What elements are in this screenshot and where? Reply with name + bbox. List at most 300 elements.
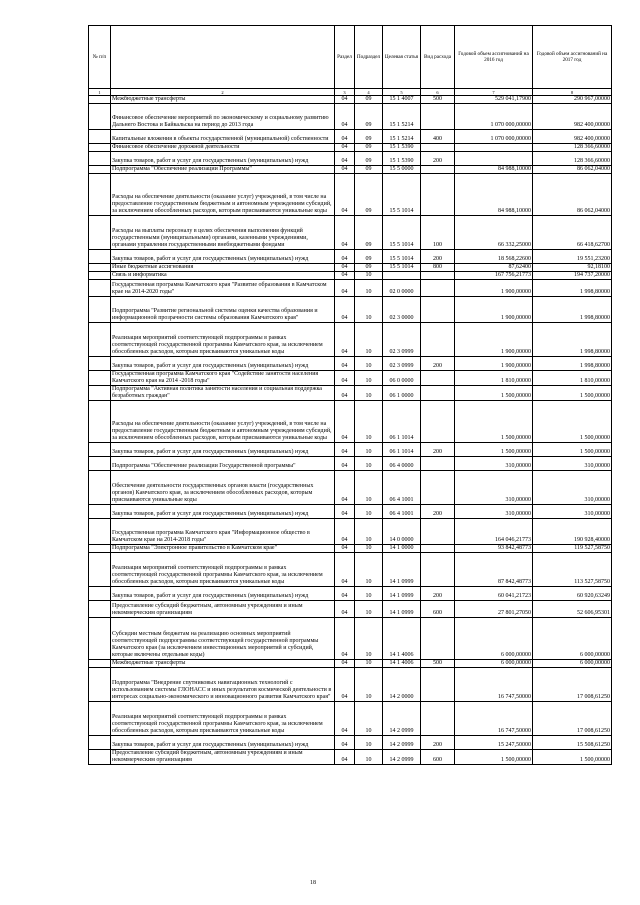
- cell-expense-type: 200: [421, 357, 455, 371]
- cell-podrazdel: 10: [355, 587, 383, 601]
- cell-volume-2016: 310,00000: [455, 505, 533, 519]
- cell-expense-type: [421, 174, 455, 216]
- cell-expense-type: 200: [421, 505, 455, 519]
- table-row: [89, 702, 612, 736]
- cell-razdel: 04: [335, 587, 355, 601]
- cell-target-article: 02 0 0000: [383, 280, 421, 297]
- cell-num: [89, 264, 111, 272]
- table-row: [89, 216, 612, 250]
- header-expense-type: Вид расхода: [421, 26, 455, 89]
- cell-expense-type: 400: [421, 130, 455, 144]
- table-row: [89, 553, 612, 587]
- cell-num: [89, 668, 111, 702]
- cell-name: Подпрограмма "Внедрение спутниковых навигационных технологий с использованием системы ГЛОНАСС и иных результатов космической деятельности в интересах социально-экономического и инновационного развития Камчатского края": [111, 668, 335, 702]
- cell-target-article: 02 3 0999: [383, 323, 421, 357]
- cell-volume-2017: 52 606,95301: [533, 601, 612, 618]
- cell-volume-2016: 1 500,00000: [455, 750, 533, 765]
- cell-target-article: 06 1 0000: [383, 386, 421, 401]
- cell-podrazdel: 10: [355, 505, 383, 519]
- cell-num: [89, 104, 111, 130]
- table-row: [89, 386, 612, 401]
- table-row: [89, 323, 612, 357]
- cell-target-article: 14 0 0000: [383, 519, 421, 545]
- cell-podrazdel: 09: [355, 264, 383, 272]
- cell-podrazdel: 10: [355, 601, 383, 618]
- cell-volume-2016: 93 842,48773: [455, 545, 533, 553]
- cell-razdel: 04: [335, 505, 355, 519]
- cell-razdel: 04: [335, 297, 355, 323]
- table-row: [89, 443, 612, 457]
- cell-num: [89, 357, 111, 371]
- cell-razdel: 04: [335, 750, 355, 765]
- cell-target-article: 14 2 0000: [383, 668, 421, 702]
- cell-num: [89, 166, 111, 174]
- cell-num: [89, 587, 111, 601]
- cell-name: Подпрограмма "Обеспечение реализации Программы": [111, 166, 335, 174]
- cell-volume-2017: 1 998,80000: [533, 357, 612, 371]
- table-row: [89, 152, 612, 166]
- table-row: [89, 250, 612, 264]
- cell-expense-type: [421, 280, 455, 297]
- cell-volume-2016: 16 747,50000: [455, 702, 533, 736]
- cell-razdel: 04: [335, 144, 355, 152]
- cell-razdel: 04: [335, 323, 355, 357]
- cell-num: [89, 130, 111, 144]
- cell-razdel: 04: [335, 272, 355, 280]
- table-row: [89, 471, 612, 505]
- cell-volume-2017: 17 008,61250: [533, 702, 612, 736]
- cell-target-article: 15 5 1014: [383, 250, 421, 264]
- cell-volume-2016: 84 988,10000: [455, 174, 533, 216]
- cell-volume-2017: 310,00000: [533, 471, 612, 505]
- cell-volume-2016: 15 247,50000: [455, 736, 533, 750]
- cell-num: [89, 152, 111, 166]
- cell-name: Межбюджетные трансферты: [111, 660, 335, 668]
- table-row: [89, 166, 612, 174]
- cell-podrazdel: 10: [355, 660, 383, 668]
- cell-name: Подпрограмма "Электронное правительство в Камчатском крае": [111, 545, 335, 553]
- cell-num: [89, 545, 111, 553]
- cell-volume-2016: 87 842,48773: [455, 553, 533, 587]
- cell-expense-type: 200: [421, 587, 455, 601]
- cell-num: [89, 216, 111, 250]
- cell-volume-2017: 17 008,61250: [533, 668, 612, 702]
- cell-volume-2017: 190 928,40000: [533, 519, 612, 545]
- table-row: [89, 297, 612, 323]
- cell-razdel: 04: [335, 280, 355, 297]
- cell-razdel: 04: [335, 152, 355, 166]
- table-row: [89, 96, 612, 104]
- cell-volume-2016: 1 500,00000: [455, 443, 533, 457]
- table-row: [89, 174, 612, 216]
- table-row: [89, 357, 612, 371]
- table-row: [89, 736, 612, 750]
- cell-volume-2016: 66 332,25000: [455, 216, 533, 250]
- cell-expense-type: 500: [421, 96, 455, 104]
- cell-num: [89, 272, 111, 280]
- cell-target-article: 06 0 0000: [383, 371, 421, 386]
- cell-name: Закупка товаров, работ и услуг для государственных (муниципальных) нужд: [111, 357, 335, 371]
- cell-name: Расходы на обеспечение деятельности (оказание услуг) учреждений, в том числе на предоставление государственным бюджетным и автономным учреждениям субсидий, за исключением обособленных расходов, которым присваиваются уникальные коды: [111, 401, 335, 443]
- header-volume-2017: Годовой объем ассигнований на 2017 год: [533, 26, 612, 89]
- cell-razdel: 04: [335, 601, 355, 618]
- cell-volume-2017: 6 000,00000: [533, 660, 612, 668]
- cell-expense-type: 600: [421, 601, 455, 618]
- cell-expense-type: [421, 386, 455, 401]
- column-number-row: [89, 89, 612, 96]
- table-row: [89, 750, 612, 765]
- cell-volume-2016: 1 900,00000: [455, 357, 533, 371]
- cell-volume-2017: 92,18100: [533, 264, 612, 272]
- cell-razdel: 04: [335, 457, 355, 471]
- cell-num: [89, 401, 111, 443]
- cell-razdel: 04: [335, 216, 355, 250]
- cell-podrazdel: 10: [355, 545, 383, 553]
- table-row: [89, 545, 612, 553]
- cell-volume-2017: 1 500,00000: [533, 443, 612, 457]
- cell-target-article: 14 1 4006: [383, 618, 421, 660]
- cell-expense-type: [421, 166, 455, 174]
- cell-target-article: 14 2 0999: [383, 750, 421, 765]
- cell-expense-type: [421, 702, 455, 736]
- budget-table: [88, 25, 612, 765]
- cell-volume-2017: 19 551,23200: [533, 250, 612, 264]
- cell-expense-type: [421, 668, 455, 702]
- cell-podrazdel: 09: [355, 250, 383, 264]
- cell-name: Реализация мероприятий соответствующей подпрограммы в рамках соответствующей государственной программы Камчатского края, за исключением обособленных расходов, которым присваиваются уникальные коды: [111, 553, 335, 587]
- cell-podrazdel: 10: [355, 702, 383, 736]
- cell-razdel: 04: [335, 443, 355, 457]
- cell-podrazdel: 10: [355, 618, 383, 660]
- cell-volume-2016: 1 500,00000: [455, 401, 533, 443]
- cell-podrazdel: 10: [355, 280, 383, 297]
- cell-volume-2017: 119 527,58750: [533, 545, 612, 553]
- cell-num: [89, 457, 111, 471]
- cell-target-article: 15 1 5214: [383, 130, 421, 144]
- cell-target-article: 14 2 0999: [383, 702, 421, 736]
- cell-name: Государственная программа Камчатского края "Содействие занятости населения Камчатского края на 2014 -2018 годы": [111, 371, 335, 386]
- cell-volume-2017: 1 500,00000: [533, 386, 612, 401]
- cell-target-article: 02 3 0999: [383, 357, 421, 371]
- cell-expense-type: [421, 323, 455, 357]
- table-row: [89, 457, 612, 471]
- cell-num: [89, 371, 111, 386]
- cell-volume-2016: 529 041,17900: [455, 96, 533, 104]
- cell-razdel: 04: [335, 357, 355, 371]
- cell-volume-2016: 1 900,00000: [455, 280, 533, 297]
- cell-name: Капитальные вложения в объекты государственной (муниципальной) собственности: [111, 130, 335, 144]
- cell-volume-2017: 1 810,00000: [533, 371, 612, 386]
- cell-expense-type: [421, 272, 455, 280]
- cell-num: [89, 601, 111, 618]
- cell-expense-type: 500: [421, 660, 455, 668]
- cell-name: Закупка товаров, работ и услуг для государственных (муниципальных) нужд: [111, 152, 335, 166]
- cell-volume-2017: 1 500,00000: [533, 401, 612, 443]
- cell-target-article: 06 4 0000: [383, 457, 421, 471]
- column-number: 1: [89, 89, 111, 96]
- cell-target-article: 14 1 0999: [383, 587, 421, 601]
- cell-num: [89, 519, 111, 545]
- cell-podrazdel: 10: [355, 471, 383, 505]
- cell-podrazdel: 09: [355, 166, 383, 174]
- cell-expense-type: [421, 144, 455, 152]
- cell-expense-type: [421, 457, 455, 471]
- cell-target-article: 02 3 0000: [383, 297, 421, 323]
- cell-podrazdel: 10: [355, 457, 383, 471]
- cell-podrazdel: 09: [355, 104, 383, 130]
- cell-num: [89, 386, 111, 401]
- cell-name: Межбюджетные трансферты: [111, 96, 335, 104]
- cell-podrazdel: 09: [355, 152, 383, 166]
- cell-expense-type: [421, 519, 455, 545]
- header-razdel: Раздел: [335, 26, 355, 89]
- cell-name: Подпрограмма "Развитие региональной системы оценки качества образования и информационной прозрачности системы образования Камчатского края": [111, 297, 335, 323]
- cell-name: Закупка товаров, работ и услуг для государственных (муниципальных) нужд: [111, 250, 335, 264]
- cell-razdel: 04: [335, 264, 355, 272]
- cell-volume-2017: 86 062,04000: [533, 166, 612, 174]
- cell-num: [89, 144, 111, 152]
- cell-target-article: 14 1 4006: [383, 660, 421, 668]
- cell-volume-2017: 1 998,80000: [533, 280, 612, 297]
- cell-volume-2017: 1 998,80000: [533, 297, 612, 323]
- cell-volume-2016: 1 900,00000: [455, 323, 533, 357]
- cell-target-article: 06 4 1001: [383, 505, 421, 519]
- budget-table-container: [88, 25, 611, 765]
- cell-razdel: 04: [335, 130, 355, 144]
- table-row: [89, 130, 612, 144]
- cell-podrazdel: 10: [355, 519, 383, 545]
- cell-volume-2016: 1 070 000,00000: [455, 130, 533, 144]
- cell-razdel: 04: [335, 386, 355, 401]
- cell-podrazdel: 10: [355, 668, 383, 702]
- table-header-row: [89, 26, 612, 89]
- cell-podrazdel: 10: [355, 386, 383, 401]
- cell-podrazdel: 10: [355, 371, 383, 386]
- column-number: 5: [383, 89, 421, 96]
- column-number: 4: [355, 89, 383, 96]
- cell-num: [89, 280, 111, 297]
- header-target-article: Целевая статья: [383, 26, 421, 89]
- cell-num: [89, 174, 111, 216]
- cell-target-article: 06 1 1014: [383, 443, 421, 457]
- cell-target-article: 15 5 1014: [383, 174, 421, 216]
- table-row: [89, 272, 612, 280]
- cell-num: [89, 553, 111, 587]
- cell-target-article: 15 1 5390: [383, 152, 421, 166]
- cell-expense-type: [421, 618, 455, 660]
- table-row: [89, 660, 612, 668]
- cell-volume-2017: 1 998,80000: [533, 323, 612, 357]
- cell-name: Субсидии местным бюджетам на реализацию основных мероприятий соответствующей подпрограммы соответствующей государственной программы Камчатского края (за исключением инвестиционных мероприятий и субсидий, которые включены отдельные коды): [111, 618, 335, 660]
- cell-name: Закупка товаров, работ и услуг для государственных (муниципальных) нужд: [111, 443, 335, 457]
- cell-volume-2017: 113 527,58750: [533, 553, 612, 587]
- column-number: 7: [455, 89, 533, 96]
- cell-podrazdel: 10: [355, 401, 383, 443]
- cell-razdel: 04: [335, 736, 355, 750]
- cell-num: [89, 250, 111, 264]
- table-row: [89, 144, 612, 152]
- cell-razdel: 04: [335, 174, 355, 216]
- cell-volume-2017: 86 062,04000: [533, 174, 612, 216]
- table-row: [89, 618, 612, 660]
- cell-razdel: 04: [335, 702, 355, 736]
- cell-volume-2016: 60 041,21723: [455, 587, 533, 601]
- cell-expense-type: 200: [421, 736, 455, 750]
- header-num: № п/п: [89, 26, 111, 89]
- cell-num: [89, 736, 111, 750]
- cell-podrazdel: 10: [355, 357, 383, 371]
- cell-name: Обеспечение деятельности государственных органов власти (государственных органов) Камчатского края, за исключением обособленных расходов, которым присваиваются уникальные коды: [111, 471, 335, 505]
- cell-num: [89, 323, 111, 357]
- cell-target-article: [383, 272, 421, 280]
- cell-expense-type: [421, 104, 455, 130]
- cell-name: Предоставление субсидий бюджетным, автономным учреждениям и иным некоммерческим организациям: [111, 601, 335, 618]
- cell-volume-2017: 194 737,20000: [533, 272, 612, 280]
- cell-target-article: 14 2 0999: [383, 736, 421, 750]
- cell-volume-2017: 6 000,00000: [533, 618, 612, 660]
- cell-expense-type: [421, 471, 455, 505]
- cell-volume-2017: 310,00000: [533, 457, 612, 471]
- column-number: 6: [421, 89, 455, 96]
- cell-volume-2016: 18 568,22600: [455, 250, 533, 264]
- cell-target-article: 15 5 1014: [383, 264, 421, 272]
- cell-volume-2016: 164 046,21773: [455, 519, 533, 545]
- column-number: 8: [533, 89, 612, 96]
- cell-num: [89, 471, 111, 505]
- cell-expense-type: [421, 371, 455, 386]
- cell-razdel: 04: [335, 471, 355, 505]
- cell-razdel: 04: [335, 250, 355, 264]
- cell-razdel: 04: [335, 545, 355, 553]
- cell-volume-2017: 982 400,00000: [533, 130, 612, 144]
- table-row: [89, 505, 612, 519]
- cell-razdel: 04: [335, 668, 355, 702]
- table-row: [89, 280, 612, 297]
- cell-razdel: 04: [335, 104, 355, 130]
- cell-volume-2016: 27 801,27050: [455, 601, 533, 618]
- cell-name: Связь и информатика: [111, 272, 335, 280]
- cell-volume-2017: 128 366,60000: [533, 152, 612, 166]
- table-row: [89, 668, 612, 702]
- cell-expense-type: [421, 553, 455, 587]
- cell-volume-2016: [455, 152, 533, 166]
- cell-name: Расходы на выплаты персоналу в целях обеспечения выполнения функций государственными (муниципальными) органами, казенными учреждениями, органами управления государственными внебюджетными фондами: [111, 216, 335, 250]
- column-number: 2: [111, 89, 335, 96]
- cell-podrazdel: 10: [355, 272, 383, 280]
- cell-volume-2016: 310,00000: [455, 471, 533, 505]
- cell-num: [89, 505, 111, 519]
- cell-num: [89, 618, 111, 660]
- cell-name: Иные бюджетные ассигнования: [111, 264, 335, 272]
- page-number: 18: [310, 880, 316, 886]
- cell-name: Закупка товаров, работ и услуг для государственных (муниципальных) нужд: [111, 505, 335, 519]
- cell-num: [89, 660, 111, 668]
- cell-podrazdel: 10: [355, 297, 383, 323]
- cell-target-article: 15 1 4007: [383, 96, 421, 104]
- cell-volume-2017: 15 508,61250: [533, 736, 612, 750]
- header-volume-2016: Годовой объем ассигнований на 2016 год: [455, 26, 533, 89]
- cell-num: [89, 702, 111, 736]
- cell-razdel: 04: [335, 96, 355, 104]
- cell-podrazdel: 10: [355, 553, 383, 587]
- column-number: 3: [335, 89, 355, 96]
- cell-expense-type: [421, 401, 455, 443]
- cell-num: [89, 297, 111, 323]
- cell-volume-2016: 87,62400: [455, 264, 533, 272]
- cell-razdel: 04: [335, 371, 355, 386]
- cell-name: Финансовое обеспечение мероприятий по экономическому и социальному развитию Дальнего Востока и Байкальска на период до 2013 года: [111, 104, 335, 130]
- cell-razdel: 04: [335, 660, 355, 668]
- cell-podrazdel: 09: [355, 144, 383, 152]
- cell-expense-type: 800: [421, 264, 455, 272]
- table-row: [89, 104, 612, 130]
- cell-razdel: 04: [335, 553, 355, 587]
- cell-podrazdel: 10: [355, 750, 383, 765]
- cell-target-article: 15 5 0000: [383, 166, 421, 174]
- cell-name: Предоставление субсидий бюджетным, автономным учреждениям и иным некоммерческим организациям: [111, 750, 335, 765]
- cell-volume-2017: 66 418,62700: [533, 216, 612, 250]
- cell-expense-type: 600: [421, 750, 455, 765]
- cell-expense-type: [421, 297, 455, 323]
- cell-volume-2017: 60 920,63249: [533, 587, 612, 601]
- cell-name: Закупка товаров, работ и услуг для государственных (муниципальных) нужд: [111, 736, 335, 750]
- table-row: [89, 371, 612, 386]
- cell-target-article: 14 1 0999: [383, 601, 421, 618]
- cell-volume-2017: 128 366,60000: [533, 144, 612, 152]
- cell-podrazdel: 09: [355, 130, 383, 144]
- cell-target-article: 06 4 1001: [383, 471, 421, 505]
- cell-volume-2017: 310,00000: [533, 505, 612, 519]
- cell-expense-type: 100: [421, 216, 455, 250]
- cell-volume-2016: 1 070 000,00000: [455, 104, 533, 130]
- cell-razdel: 04: [335, 618, 355, 660]
- cell-expense-type: 200: [421, 152, 455, 166]
- cell-target-article: 06 1 1014: [383, 401, 421, 443]
- cell-target-article: 14 1 0999: [383, 553, 421, 587]
- cell-volume-2016: 16 747,50000: [455, 668, 533, 702]
- cell-volume-2016: 1 810,00000: [455, 371, 533, 386]
- cell-name: Финансовое обеспечение дорожной деятельности: [111, 144, 335, 152]
- cell-expense-type: 200: [421, 443, 455, 457]
- cell-target-article: 14 1 0000: [383, 545, 421, 553]
- cell-num: [89, 96, 111, 104]
- cell-name: Закупка товаров, работ и услуг для государственных (муниципальных) нужд: [111, 587, 335, 601]
- cell-volume-2017: 290 967,00000: [533, 96, 612, 104]
- header-podrazdel: Подраздел: [355, 26, 383, 89]
- cell-expense-type: 200: [421, 250, 455, 264]
- table-row: [89, 264, 612, 272]
- cell-volume-2017: 982 400,00000: [533, 104, 612, 130]
- cell-podrazdel: 10: [355, 736, 383, 750]
- cell-name: Подпрограмма "Обеспечение реализации Государственной программы": [111, 457, 335, 471]
- cell-volume-2017: 1 500,00000: [533, 750, 612, 765]
- cell-name: Подпрограмма "Активная политика занятости населения и социальная поддержка безработных граждан": [111, 386, 335, 401]
- cell-razdel: 04: [335, 519, 355, 545]
- cell-num: [89, 443, 111, 457]
- cell-podrazdel: 09: [355, 216, 383, 250]
- table-row: [89, 587, 612, 601]
- table-row: [89, 601, 612, 618]
- cell-podrazdel: 10: [355, 323, 383, 357]
- cell-volume-2016: 84 988,10000: [455, 166, 533, 174]
- cell-volume-2016: 6 000,00000: [455, 618, 533, 660]
- cell-target-article: 15 1 5390: [383, 144, 421, 152]
- table-body: [89, 96, 612, 765]
- cell-podrazdel: 09: [355, 174, 383, 216]
- cell-volume-2016: 310,00000: [455, 457, 533, 471]
- cell-name: Реализация мероприятий соответствующей подпрограммы в рамках соответствующей государственной программы Камчатского края, за исключением обособленных расходов, которым присваиваются уникальные коды: [111, 702, 335, 736]
- cell-name: Государственная программа Камчатского края "Развитие образования в Камчатском крае на 2014-2020 годы": [111, 280, 335, 297]
